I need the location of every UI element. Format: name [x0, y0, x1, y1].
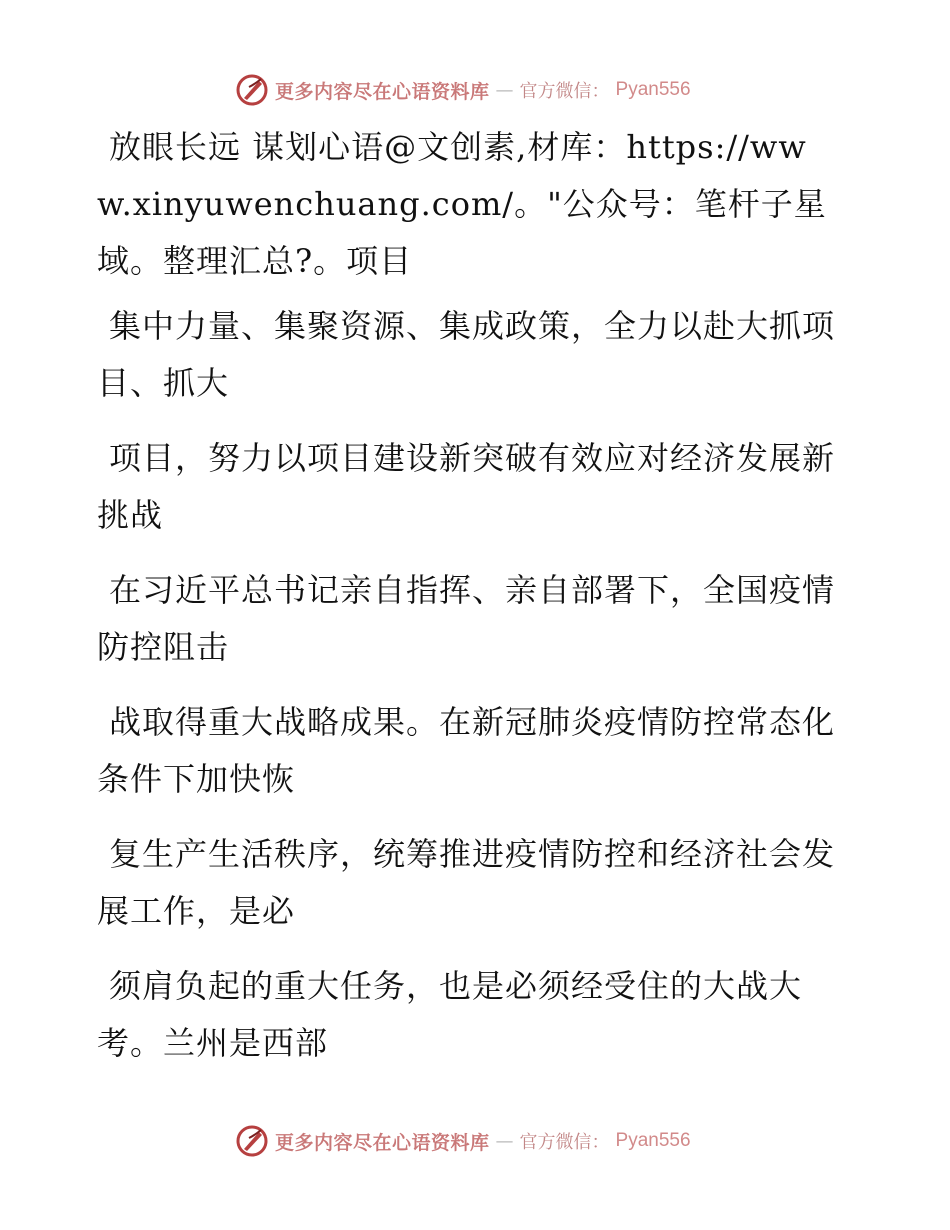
- paragraph: 战取得重大战略成果。在新冠肺炎疫情防控常态化条件下加快恢: [97, 703, 836, 798]
- quill-seal-icon: [235, 1124, 269, 1158]
- quill-seal-icon: [235, 73, 269, 107]
- banner-dash: —: [495, 1130, 514, 1152]
- paragraph: 在习近平总书记亲自指挥、亲自部署下，全国疫情防控阻击: [97, 571, 836, 666]
- banner-brand-text: 更多内容尽在心语资料库: [275, 1131, 490, 1154]
- banner-dash: —: [495, 79, 514, 101]
- paragraph: 放眼长远 谋划心语@文创素,材库：https://www.xinyuwenchuang.com/。"公众号：笔杆子星域。整理汇总?。项目: [97, 128, 827, 280]
- banner-wechat-label: 官方微信：: [519, 81, 610, 102]
- paragraph: 须肩负起的重大任务，也是必须经受住的大战大考。兰州是西部: [97, 967, 803, 1062]
- paragraph: 项目，努力以项目建设新突破有效应对经济发展新挑战: [97, 439, 836, 534]
- header-watermark-banner: [235, 72, 691, 108]
- document-body: [97, 119, 837, 1090]
- footer-watermark-banner: [235, 1123, 691, 1159]
- banner-wechat-label: 官方微信：: [519, 1132, 610, 1153]
- banner-wechat-id: Pyan556: [615, 1130, 691, 1151]
- paragraph: 复生产生活秩序，统筹推进疫情防控和经济社会发展工作，是必: [97, 835, 836, 930]
- banner-brand-text: 更多内容尽在心语资料库: [275, 80, 490, 103]
- banner-wechat-id: Pyan556: [615, 79, 691, 100]
- paragraph: 集中力量、集聚资源、集成政策，全力以赴大抓项目、抓大: [97, 307, 836, 402]
